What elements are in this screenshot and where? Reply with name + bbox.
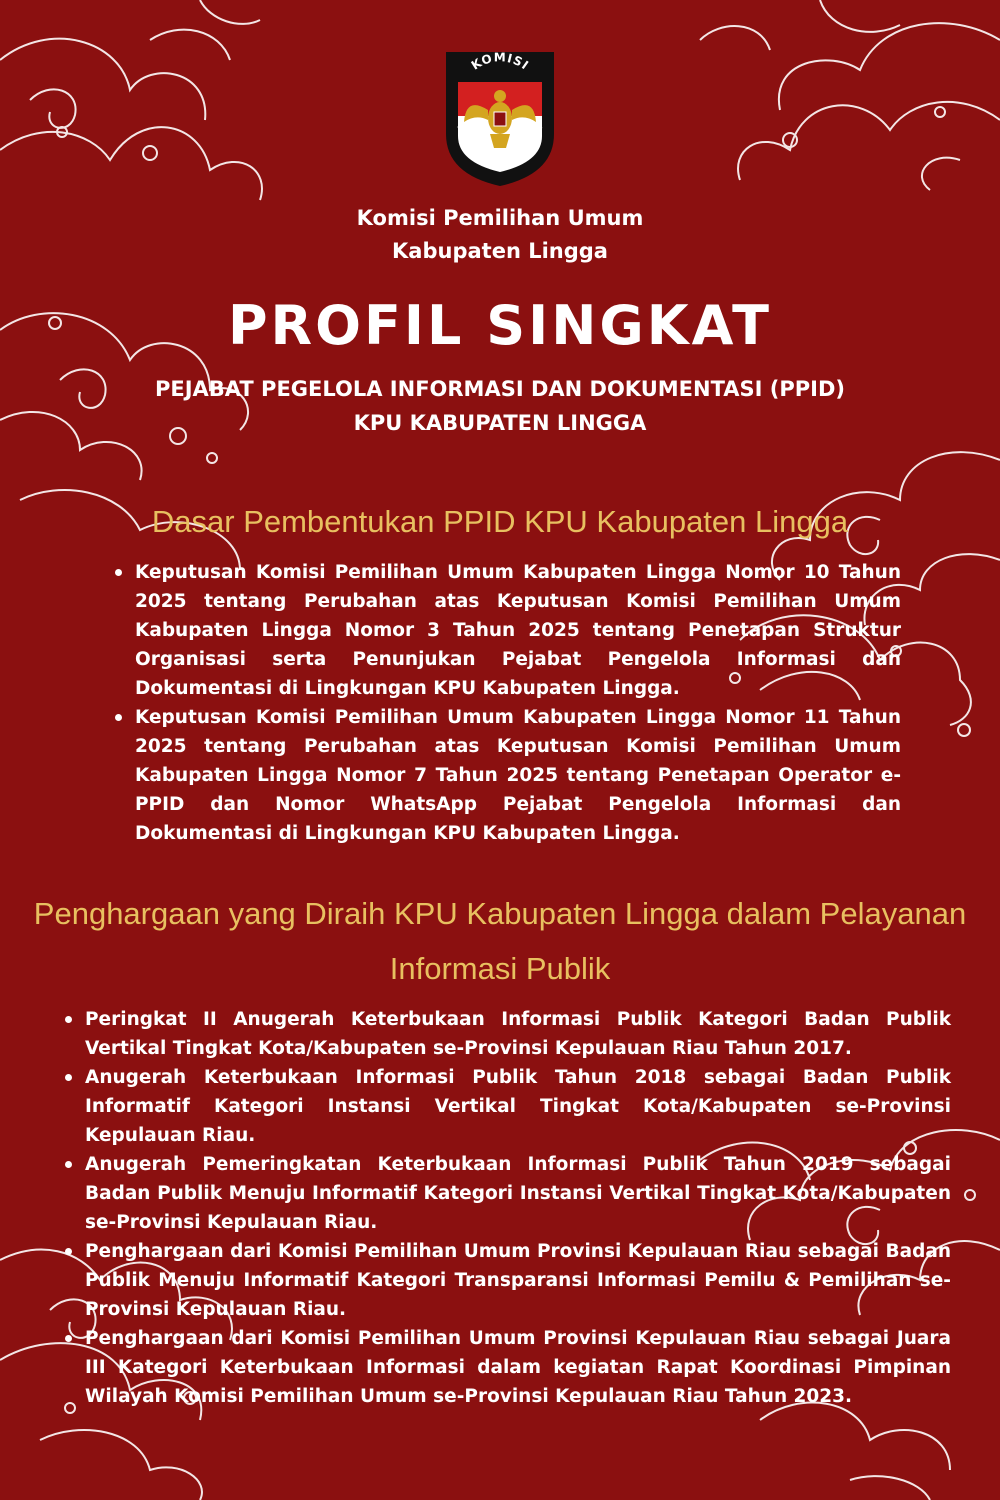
section-heading-awards xyxy=(0,886,1000,996)
subtitle-line-2: KPU KABUPATEN LINGGA xyxy=(353,411,647,435)
awards-heading-line-1: Penghargaan yang Diraih KPU Kabupaten Lingga dalam Pelayanan xyxy=(33,896,967,931)
org-line-2: Kabupaten Lingga xyxy=(392,239,608,263)
awards-list xyxy=(85,1005,951,1411)
page-subtitle xyxy=(0,372,1000,440)
list-item: Peringkat II Anugerah Keterbukaan Informasi Publik Kategori Badan Publik Vertikal Tingkat Kota/Kabupaten se-Provinsi Kepulauan Riau Tahun 2017. xyxy=(85,1005,951,1063)
org-line-1: Komisi Pemilihan Umum xyxy=(356,206,644,230)
list-item: Keputusan Komisi Pemilihan Umum Kabupaten Lingga Nomor 11 Tahun 2025 tentang Perubahan atas Keputusan Komisi Pemilihan Umum Kabupaten Lingga Nomor 7 Tahun 2025 tentang Penetapan Operator e-PPID dan Nomor WhatsApp Pejabat Pengelola Informasi dan Dokumentasi di Lingkungan KPU Kabupaten Lingga. xyxy=(135,703,901,848)
kpu-logo xyxy=(436,44,564,188)
section-heading-basis: Dasar Pembentukan PPID KPU Kabupaten Lingga xyxy=(151,504,849,539)
list-item: Penghargaan dari Komisi Pemilihan Umum Provinsi Kepulauan Riau sebagai Badan Publik Menuju Informatif Kategori Transparansi Informasi Pemilu & Pemilihan se-Provinsi Kepulauan Riau. xyxy=(85,1237,951,1324)
awards-heading-line-2: Informasi Publik xyxy=(389,951,611,986)
list-item: Anugerah Keterbukaan Informasi Publik Tahun 2018 sebagai Badan Publik Informatif Kategori Instansi Vertikal Tingkat Kota/Kabupaten se-Provinsi Kepulauan Riau. xyxy=(85,1063,951,1150)
list-item: Keputusan Komisi Pemilihan Umum Kabupaten Lingga Nomor 10 Tahun 2025 tentang Perubahan atas Keputusan Komisi Pemilihan Umum Kabupaten Lingga Nomor 3 Tahun 2025 tentang Penetapan Struktur Organisasi serta Penunjukan Pejabat Pengelola Informasi dan Dokumentasi di Lingkungan KPU Kabupaten Lingga. xyxy=(135,558,901,703)
list-item: Anugerah Pemeringkatan Keterbukaan Informasi Publik Tahun 2019 sebagai Badan Publik Menuju Informatif Kategori Instansi Vertikal Tingkat Kota/Kabupaten se-Provinsi Kepulauan Riau. xyxy=(85,1150,951,1237)
basis-list xyxy=(135,558,901,848)
list-item: Penghargaan dari Komisi Pemilihan Umum Provinsi Kepulauan Riau sebagai Juara III Kategori Keterbukaan Informasi dalam kegiatan Rapat Koordinasi Pimpinan Wilayah Komisi Pemilihan Umum se-Provinsi Kepulauan Riau Tahun 2023. xyxy=(85,1324,951,1411)
logo-top-text: KOMISI xyxy=(468,50,532,73)
organization-name xyxy=(0,202,1000,268)
page-title: PROFIL SINGKAT xyxy=(227,294,773,357)
subtitle-line-1: PEJABAT PEGELOLA INFORMASI DAN DOKUMENTASI (PPID) xyxy=(154,377,846,401)
logo-bottom-text: PEMILIHAN UMUM xyxy=(454,122,546,162)
